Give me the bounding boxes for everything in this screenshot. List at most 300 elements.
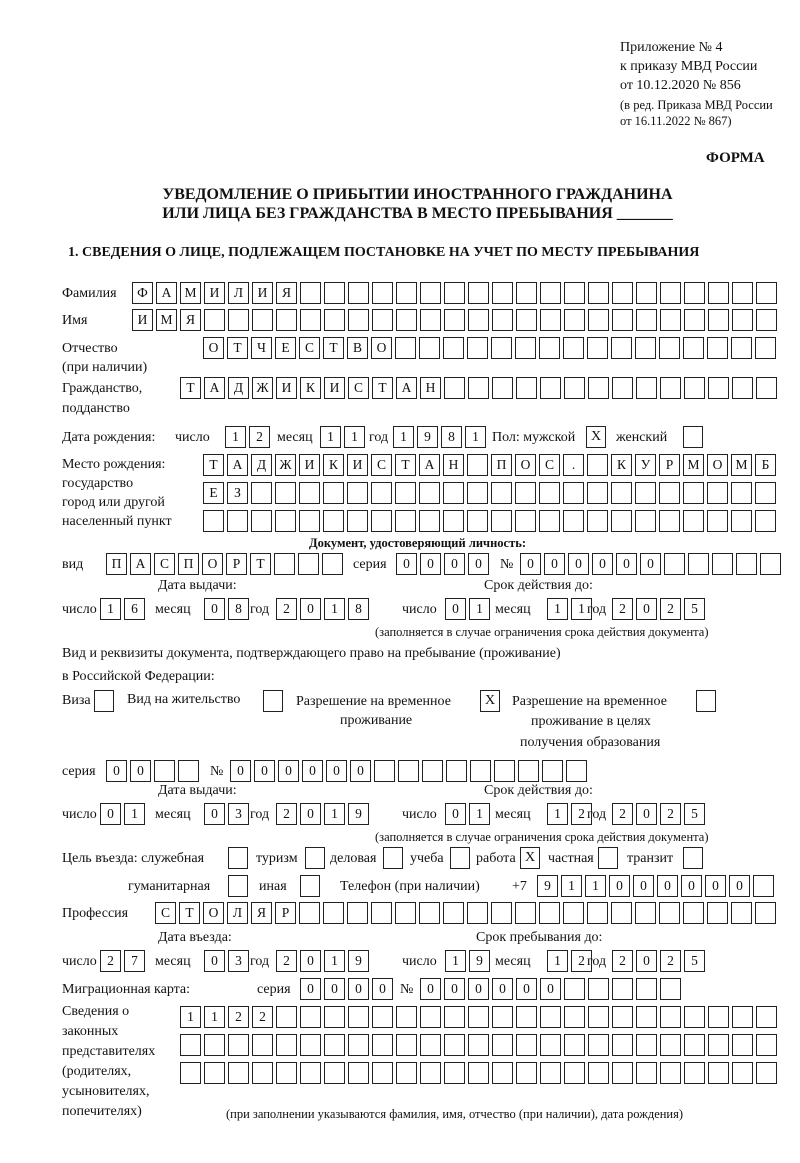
char-cell[interactable]: О [203,337,224,359]
char-cell[interactable]: И [347,454,368,476]
char-cell[interactable]: Е [275,337,296,359]
char-cell[interactable]: 0 [468,978,489,1000]
char-cell[interactable] [467,482,488,504]
char-cell[interactable] [251,510,272,532]
char-cell[interactable] [732,282,753,304]
char-cell[interactable]: У [635,454,656,476]
char-cell[interactable]: 0 [130,760,151,782]
char-cell[interactable] [396,1006,417,1028]
char-cell[interactable] [564,309,585,331]
char-cell[interactable]: 9 [348,803,369,825]
char-cell[interactable] [635,482,656,504]
purpose-transit-checkbox[interactable] [683,847,703,869]
char-cell[interactable] [276,1034,297,1056]
char-cell[interactable] [756,377,777,399]
char-cell[interactable] [612,282,633,304]
char-cell[interactable]: 1 [124,803,145,825]
char-cell[interactable]: И [132,309,153,331]
char-cell[interactable] [492,377,513,399]
trp-edu-checkbox[interactable] [696,690,716,712]
char-cell[interactable] [371,902,392,924]
char-cell[interactable]: 2 [660,950,681,972]
char-cell[interactable] [660,978,681,1000]
char-cell[interactable]: 0 [616,553,637,575]
char-cell[interactable]: 0 [300,598,321,620]
char-cell[interactable]: О [371,337,392,359]
char-cell[interactable]: 1 [547,598,568,620]
char-cell[interactable] [467,337,488,359]
char-cell[interactable]: 0 [396,553,417,575]
char-cell[interactable]: К [323,454,344,476]
char-cell[interactable] [252,309,273,331]
char-cell[interactable] [468,1006,489,1028]
char-cell[interactable] [660,1062,681,1084]
char-cell[interactable]: Н [443,454,464,476]
char-cell[interactable] [664,553,685,575]
char-cell[interactable]: 0 [609,875,630,897]
char-cell[interactable] [276,309,297,331]
char-cell[interactable]: 2 [571,950,592,972]
char-cell[interactable]: А [419,454,440,476]
char-cell[interactable] [492,309,513,331]
char-cell[interactable] [659,902,680,924]
char-cell[interactable] [588,1062,609,1084]
char-cell[interactable] [371,510,392,532]
purpose-study-checkbox[interactable] [450,847,470,869]
char-cell[interactable]: С [539,454,560,476]
char-cell[interactable] [444,1034,465,1056]
char-cell[interactable]: П [106,553,127,575]
char-cell[interactable] [684,1006,705,1028]
char-cell[interactable] [684,282,705,304]
char-cell[interactable]: И [299,454,320,476]
char-cell[interactable] [180,1034,201,1056]
char-cell[interactable] [516,1062,537,1084]
char-cell[interactable]: И [276,377,297,399]
char-cell[interactable] [636,282,657,304]
trp-checkbox[interactable]: X [480,690,500,712]
char-cell[interactable]: С [154,553,175,575]
char-cell[interactable] [348,282,369,304]
char-cell[interactable] [611,337,632,359]
char-cell[interactable] [540,309,561,331]
char-cell[interactable]: С [299,337,320,359]
char-cell[interactable] [756,1006,777,1028]
char-cell[interactable] [443,510,464,532]
char-cell[interactable]: Т [179,902,200,924]
char-cell[interactable] [612,1006,633,1028]
char-cell[interactable] [322,553,343,575]
char-cell[interactable]: 1 [465,426,486,448]
char-cell[interactable] [420,282,441,304]
char-cell[interactable]: 2 [276,598,297,620]
char-cell[interactable]: 2 [252,1006,273,1028]
char-cell[interactable] [419,482,440,504]
char-cell[interactable] [252,1034,273,1056]
char-cell[interactable] [708,377,729,399]
char-cell[interactable] [684,309,705,331]
char-cell[interactable] [298,553,319,575]
char-cell[interactable]: 1 [324,803,345,825]
char-cell[interactable] [708,309,729,331]
char-cell[interactable] [566,760,587,782]
char-cell[interactable]: Ж [275,454,296,476]
char-cell[interactable] [324,282,345,304]
char-cell[interactable]: 2 [660,598,681,620]
char-cell[interactable] [422,760,443,782]
char-cell[interactable] [468,1034,489,1056]
char-cell[interactable] [299,482,320,504]
char-cell[interactable] [611,510,632,532]
char-cell[interactable] [178,760,199,782]
char-cell[interactable] [492,1034,513,1056]
char-cell[interactable] [612,377,633,399]
char-cell[interactable]: М [156,309,177,331]
char-cell[interactable] [419,902,440,924]
char-cell[interactable] [518,760,539,782]
char-cell[interactable] [707,337,728,359]
char-cell[interactable] [323,482,344,504]
char-cell[interactable] [612,309,633,331]
char-cell[interactable]: 2 [276,950,297,972]
char-cell[interactable]: Р [226,553,247,575]
char-cell[interactable]: Д [251,454,272,476]
char-cell[interactable]: М [683,454,704,476]
char-cell[interactable] [732,1062,753,1084]
char-cell[interactable]: И [204,282,225,304]
purpose-tourism-checkbox[interactable] [305,847,325,869]
char-cell[interactable] [347,482,368,504]
char-cell[interactable] [564,1034,585,1056]
char-cell[interactable] [348,309,369,331]
char-cell[interactable]: 0 [420,978,441,1000]
char-cell[interactable] [467,510,488,532]
char-cell[interactable]: 1 [393,426,414,448]
char-cell[interactable]: К [611,454,632,476]
char-cell[interactable]: Л [228,282,249,304]
purpose-other-checkbox[interactable] [300,875,320,897]
char-cell[interactable]: О [203,902,224,924]
female-checkbox[interactable] [683,426,703,448]
char-cell[interactable] [588,309,609,331]
char-cell[interactable] [491,482,512,504]
char-cell[interactable] [755,482,776,504]
char-cell[interactable] [732,309,753,331]
char-cell[interactable]: 8 [228,598,249,620]
char-cell[interactable]: Н [420,377,441,399]
char-cell[interactable] [516,282,537,304]
char-cell[interactable] [636,1006,657,1028]
char-cell[interactable] [659,510,680,532]
char-cell[interactable] [683,482,704,504]
char-cell[interactable]: Д [228,377,249,399]
char-cell[interactable] [563,482,584,504]
char-cell[interactable] [299,902,320,924]
char-cell[interactable]: П [178,553,199,575]
char-cell[interactable]: О [202,553,223,575]
char-cell[interactable] [540,1062,561,1084]
char-cell[interactable]: 1 [469,598,490,620]
char-cell[interactable]: 0 [106,760,127,782]
char-cell[interactable]: 1 [100,598,121,620]
char-cell[interactable] [516,1034,537,1056]
char-cell[interactable]: 0 [300,978,321,1000]
char-cell[interactable]: 0 [636,803,657,825]
char-cell[interactable] [636,1062,657,1084]
char-cell[interactable] [300,1006,321,1028]
char-cell[interactable]: Л [227,902,248,924]
char-cell[interactable] [347,902,368,924]
char-cell[interactable] [372,309,393,331]
char-cell[interactable]: 0 [300,950,321,972]
char-cell[interactable] [708,282,729,304]
char-cell[interactable]: Т [227,337,248,359]
char-cell[interactable]: 9 [537,875,558,897]
char-cell[interactable] [443,482,464,504]
char-cell[interactable] [324,309,345,331]
char-cell[interactable] [446,760,467,782]
char-cell[interactable] [540,282,561,304]
char-cell[interactable] [492,1006,513,1028]
char-cell[interactable]: Т [180,377,201,399]
char-cell[interactable]: 9 [348,950,369,972]
char-cell[interactable] [636,1034,657,1056]
char-cell[interactable] [374,760,395,782]
char-cell[interactable] [395,510,416,532]
char-cell[interactable]: В [347,337,368,359]
char-cell[interactable] [753,875,774,897]
char-cell[interactable]: 3 [228,950,249,972]
char-cell[interactable] [348,1034,369,1056]
char-cell[interactable] [539,482,560,504]
char-cell[interactable] [516,377,537,399]
char-cell[interactable]: 0 [540,978,561,1000]
char-cell[interactable] [324,1062,345,1084]
char-cell[interactable]: 2 [249,426,270,448]
char-cell[interactable]: 0 [516,978,537,1000]
char-cell[interactable] [659,482,680,504]
char-cell[interactable]: Т [250,553,271,575]
char-cell[interactable] [712,553,733,575]
char-cell[interactable] [688,553,709,575]
char-cell[interactable] [587,454,608,476]
char-cell[interactable]: 0 [204,950,225,972]
char-cell[interactable]: 1 [204,1006,225,1028]
char-cell[interactable]: 1 [585,875,606,897]
char-cell[interactable]: 2 [612,598,633,620]
char-cell[interactable] [731,902,752,924]
char-cell[interactable] [542,760,563,782]
char-cell[interactable] [203,510,224,532]
char-cell[interactable] [587,482,608,504]
char-cell[interactable] [635,337,656,359]
char-cell[interactable] [443,902,464,924]
char-cell[interactable]: 0 [544,553,565,575]
char-cell[interactable]: 2 [612,803,633,825]
char-cell[interactable] [420,1006,441,1028]
char-cell[interactable] [540,1006,561,1028]
char-cell[interactable] [420,309,441,331]
char-cell[interactable] [564,377,585,399]
char-cell[interactable] [204,1062,225,1084]
char-cell[interactable]: Т [323,337,344,359]
char-cell[interactable] [323,510,344,532]
char-cell[interactable] [372,1034,393,1056]
char-cell[interactable]: 7 [124,950,145,972]
char-cell[interactable] [300,309,321,331]
char-cell[interactable] [348,1062,369,1084]
char-cell[interactable] [274,553,295,575]
char-cell[interactable]: Ф [132,282,153,304]
char-cell[interactable] [539,337,560,359]
char-cell[interactable]: 0 [300,803,321,825]
char-cell[interactable]: К [300,377,321,399]
char-cell[interactable]: 3 [228,803,249,825]
char-cell[interactable]: Т [372,377,393,399]
char-cell[interactable]: 0 [636,950,657,972]
char-cell[interactable]: 0 [568,553,589,575]
char-cell[interactable]: 9 [417,426,438,448]
char-cell[interactable] [492,282,513,304]
char-cell[interactable] [467,454,488,476]
char-cell[interactable]: 2 [660,803,681,825]
char-cell[interactable] [372,282,393,304]
char-cell[interactable] [755,902,776,924]
char-cell[interactable]: С [155,902,176,924]
char-cell[interactable] [636,377,657,399]
char-cell[interactable] [539,902,560,924]
char-cell[interactable] [564,978,585,1000]
char-cell[interactable]: А [130,553,151,575]
char-cell[interactable]: 1 [571,598,592,620]
char-cell[interactable]: 0 [204,598,225,620]
char-cell[interactable] [660,1034,681,1056]
char-cell[interactable] [756,309,777,331]
char-cell[interactable] [563,337,584,359]
char-cell[interactable]: А [396,377,417,399]
char-cell[interactable] [395,337,416,359]
char-cell[interactable]: . [563,454,584,476]
char-cell[interactable]: 0 [444,553,465,575]
char-cell[interactable]: Я [276,282,297,304]
char-cell[interactable]: 0 [681,875,702,897]
char-cell[interactable] [468,377,489,399]
char-cell[interactable]: Ч [251,337,272,359]
char-cell[interactable] [323,902,344,924]
char-cell[interactable] [755,337,776,359]
char-cell[interactable] [324,1034,345,1056]
char-cell[interactable] [396,282,417,304]
char-cell[interactable]: 0 [705,875,726,897]
char-cell[interactable] [756,1034,777,1056]
char-cell[interactable] [228,1034,249,1056]
char-cell[interactable] [515,902,536,924]
char-cell[interactable] [396,1062,417,1084]
char-cell[interactable]: 0 [520,553,541,575]
char-cell[interactable] [564,1062,585,1084]
char-cell[interactable]: 0 [100,803,121,825]
char-cell[interactable]: 1 [445,950,466,972]
char-cell[interactable] [612,978,633,1000]
char-cell[interactable] [587,510,608,532]
char-cell[interactable] [731,337,752,359]
char-cell[interactable] [635,510,656,532]
char-cell[interactable] [707,482,728,504]
char-cell[interactable]: 0 [445,598,466,620]
char-cell[interactable]: 0 [640,553,661,575]
char-cell[interactable]: 2 [571,803,592,825]
char-cell[interactable]: 8 [441,426,462,448]
char-cell[interactable]: М [180,282,201,304]
char-cell[interactable] [443,337,464,359]
char-cell[interactable]: А [204,377,225,399]
char-cell[interactable]: 0 [348,978,369,1000]
purpose-business-checkbox[interactable] [383,847,403,869]
char-cell[interactable]: Т [395,454,416,476]
char-cell[interactable] [180,1062,201,1084]
char-cell[interactable] [491,337,512,359]
char-cell[interactable] [760,553,781,575]
char-cell[interactable] [707,902,728,924]
char-cell[interactable]: Б [755,454,776,476]
char-cell[interactable] [587,337,608,359]
char-cell[interactable]: И [324,377,345,399]
char-cell[interactable]: 0 [492,978,513,1000]
char-cell[interactable]: 1 [324,950,345,972]
char-cell[interactable] [515,510,536,532]
char-cell[interactable]: П [491,454,512,476]
char-cell[interactable] [276,1062,297,1084]
char-cell[interactable] [683,510,704,532]
char-cell[interactable]: 0 [592,553,613,575]
char-cell[interactable]: 5 [684,803,705,825]
char-cell[interactable]: А [227,454,248,476]
char-cell[interactable] [636,309,657,331]
char-cell[interactable]: 1 [180,1006,201,1028]
char-cell[interactable] [636,978,657,1000]
char-cell[interactable]: 0 [444,978,465,1000]
char-cell[interactable] [300,1062,321,1084]
char-cell[interactable]: О [515,454,536,476]
char-cell[interactable] [683,902,704,924]
char-cell[interactable] [659,337,680,359]
char-cell[interactable] [708,1062,729,1084]
char-cell[interactable] [444,377,465,399]
char-cell[interactable]: 1 [547,803,568,825]
char-cell[interactable] [588,1006,609,1028]
purpose-private-checkbox[interactable] [598,847,618,869]
char-cell[interactable] [444,1006,465,1028]
char-cell[interactable] [252,1062,273,1084]
char-cell[interactable]: 2 [228,1006,249,1028]
char-cell[interactable] [444,309,465,331]
char-cell[interactable]: 0 [657,875,678,897]
char-cell[interactable]: 2 [276,803,297,825]
char-cell[interactable] [756,1062,777,1084]
char-cell[interactable] [372,1006,393,1028]
char-cell[interactable]: Р [659,454,680,476]
char-cell[interactable] [396,1034,417,1056]
char-cell[interactable] [731,510,752,532]
residence-checkbox[interactable] [263,690,283,712]
char-cell[interactable] [587,902,608,924]
char-cell[interactable]: 0 [445,803,466,825]
char-cell[interactable] [611,482,632,504]
char-cell[interactable] [204,309,225,331]
char-cell[interactable]: 0 [636,598,657,620]
char-cell[interactable] [612,1034,633,1056]
char-cell[interactable] [588,282,609,304]
